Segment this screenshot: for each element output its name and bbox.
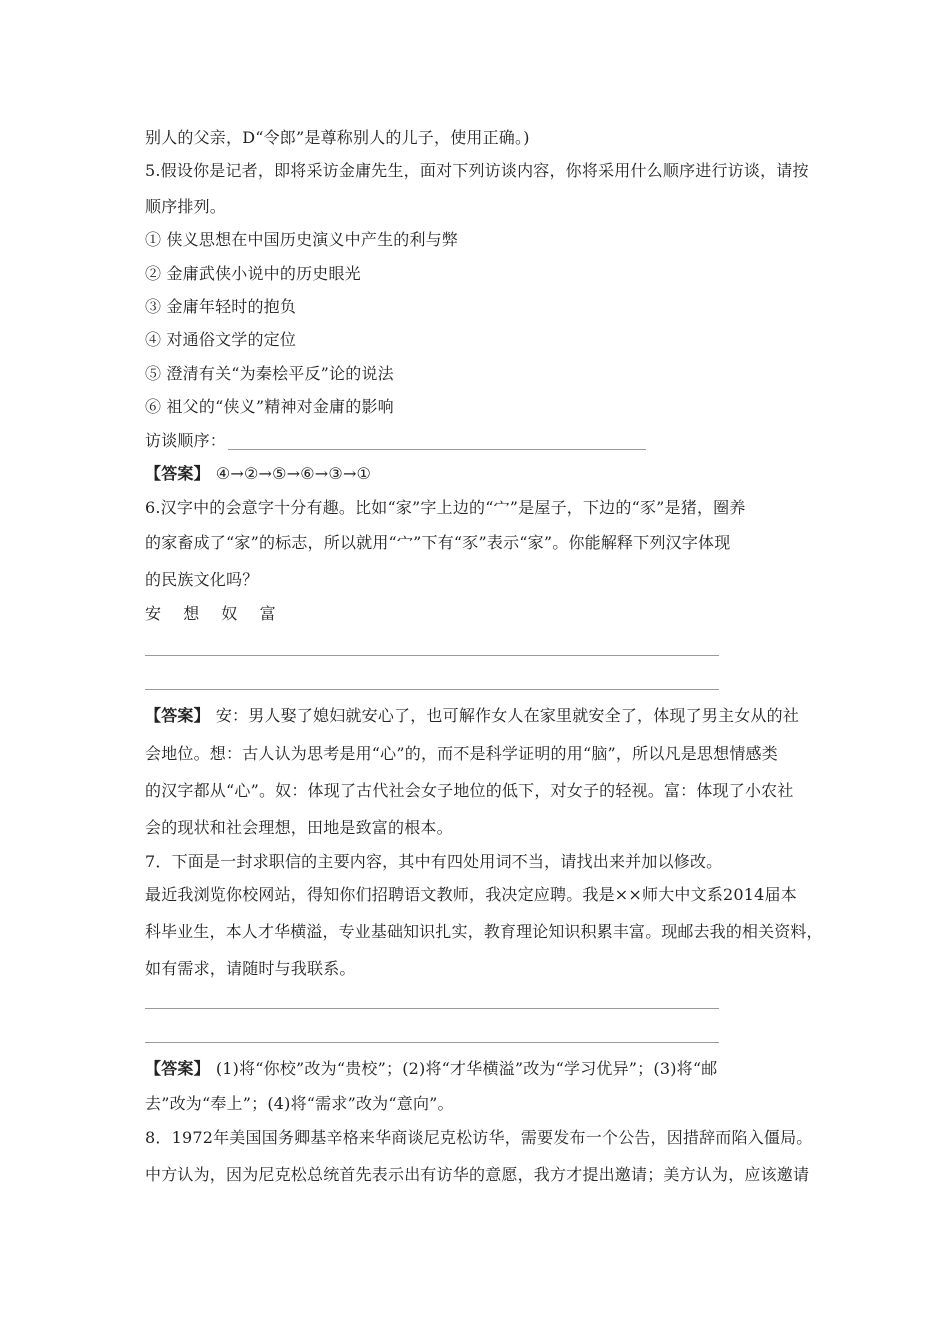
answer-text: 的汉字都从“心”。奴：体现了古代社会女子地位的低下，对女子的轻视。富：体现了小农社 [145,781,794,800]
question-6-text: 6.汉字中的会意字十分有趣。比如“家”字上边的“宀”是屋子，下边的“豕”是猪，圈养 [145,498,746,517]
answer-blank-line [228,449,646,450]
answer-tag: 【答案】 [145,706,210,725]
character-list [145,604,298,624]
answer-text: 会地位。想：古人认为思考是用“心”的，而不是科学证明的用“脑”，所以凡是思想情感类 [145,744,778,763]
answer-tag: 【答案】 [145,1059,210,1078]
character-item: 安 [145,604,162,623]
answer-text: (1)将“你校”改为“贵校”；(2)将“才华横溢”改为“学习优异”；(3)将“邮 [215,1059,718,1078]
order-label: 访谈顺序： [145,431,227,450]
question-7-text: 科毕业生，本人才华横溢，专业基础知识扎实，教育理论知识积累丰富。现邮去我的相关资料， [145,922,823,941]
question-5-text: 顺序排列。 [145,197,227,216]
text-line: 别人的父亲，D“令郎”是尊称别人的儿子，使用正确。) [145,128,530,147]
option-item: ③ 金庸年轻时的抱负 [145,297,297,316]
question-7-text: 7．下面是一封求职信的主要内容，其中有四处用词不当，请找出来并加以修改。 [145,852,723,871]
answer-blank-line [145,655,719,656]
character-item: 富 [259,604,276,623]
question-8-text: 8．1972年美国国务卿基辛格来华商谈尼克松访华，需要发布一个公告，因措辞而陷入僵局。 [145,1128,813,1147]
answer-text: 安：男人娶了媳妇就安心了，也可解作女人在家里就安全了，体现了男主女从的社 [215,706,800,725]
option-item: ① 侠义思想在中国历史演义中产生的利与弊 [145,230,459,249]
answer-blank-line [145,1042,719,1043]
answer-line [145,464,371,484]
question-7-text: 如有需求，请随时与我联系。 [145,959,356,978]
question-6-text: 的民族文化吗？ [145,570,259,589]
option-item: ② 金庸武侠小说中的历史眼光 [145,264,361,283]
option-item: ④ 对通俗文学的定位 [145,330,297,349]
answer-line [145,1059,717,1079]
answer-line [145,706,799,726]
character-item: 想 [183,604,200,623]
question-8-text: 中方认为，因为尼克松总统首先表示出有访华的意愿，我方才提出邀请；美方认为，应该邀请 [145,1165,810,1184]
question-6-text: 的家畜成了“家”的标志，所以就用“宀”下有“豕”表示“家”。你能解释下列汉字体现 [145,533,731,552]
answer-blank-line [145,1008,719,1009]
answer-text: ④→②→⑤→⑥→③→① [215,464,372,483]
answer-text: 去”改为“奉上”；(4)将“需求”改为“意向”。 [145,1094,454,1113]
question-7-text: 最近我浏览你校网站，得知你们招聘语文教师，我决定应聘。我是××师大中文系2014届本 [145,885,797,904]
question-5-text: 5.假设你是记者，即将采访金庸先生，面对下列访谈内容，你将采用什么顺序进行访谈，请按 [145,161,809,180]
option-item: ⑥ 祖父的“侠义”精神对金庸的影响 [145,397,394,416]
answer-tag: 【答案】 [145,464,210,483]
character-item: 奴 [221,604,238,623]
answer-text: 会的现状和社会理想，田地是致富的根本。 [145,818,453,837]
option-item: ⑤ 澄清有关“为秦桧平反”论的说法 [145,364,394,383]
answer-blank-line [145,689,719,690]
